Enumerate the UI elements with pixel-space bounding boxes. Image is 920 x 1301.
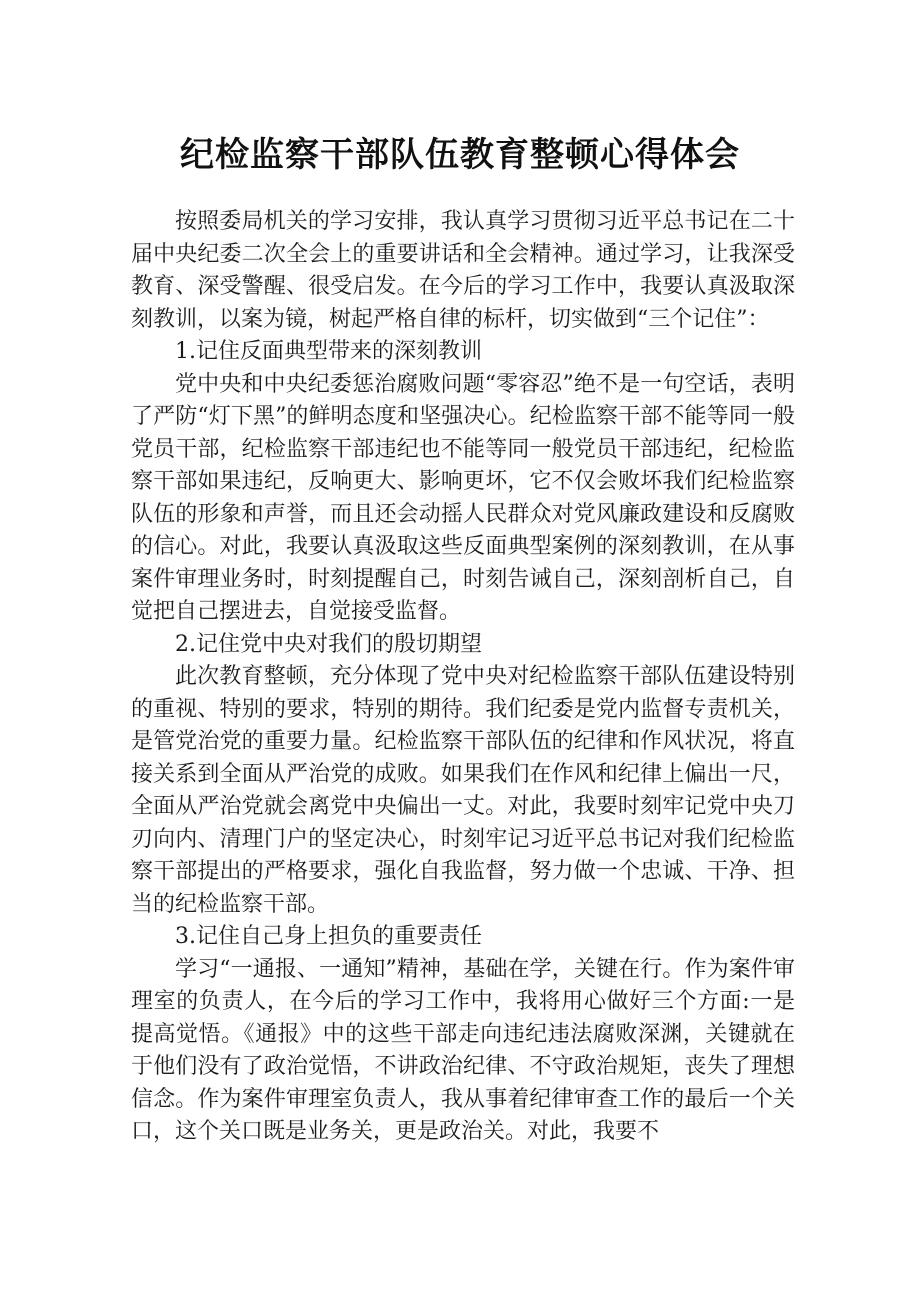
intro-paragraph: 按照委局机关的学习安排，我认真学习贯彻习近平总书记在二十届中央纪委二次全会上的重要讲话和全会精神。通过学习，让我深受教育、深受警醒、很受启发。在今后的学习工作中，我要认真汲取深刻教训，以案为镜，树起严格自律的标杆，切实做到“三个记住”：: [131, 209, 795, 332]
section-paragraph-2: 此次教育整顿，充分体现了党中央对纪检监察干部队伍建设特别的重视、特别的要求，特别的期待。我们纪委是党内监督专责机关，是管党治党的重要力量。纪检监察干部队伍的纪律和作风状况，将直接关系到全面从严治党的成败。如果我们在作风和纪律上偏出一尺，全面从严治党就会离党中央偏出一丈。对此，我要时刻牢记党中央刀刃向内、清理门户的坚定决心，时刻牢记习近平总书记对我们纪检监察干部提出的严格要求，强化自我监督，努力做一个忠诚、干净、担当的纪检监察干部。: [131, 664, 795, 917]
section-paragraph-3: 学习“一通报、一通知”精神，基础在学，关键在行。作为案件审理室的负责人，在今后的学习工作中，我将用心做好三个方面:一是提高觉悟。《通报》中的这些干部走向违纪违法腐败深渊，关键就在于他们没有了政治觉悟，不讲政治纪律、不守政治规矩，丧失了理想信念。作为案件审理室负责人，我从事着纪律审查工作的最后一个关口，这个关口既是业务关，更是政治关。对此，我要不: [131, 956, 795, 1144]
section-paragraph-1: 党中央和中央纪委惩治腐败问题“零容忍”绝不是一句空话，表明了严防“灯下黑”的鲜明态度和坚强决心。纪检监察干部不能等同一般党员干部，纪检监察干部违纪也不能等同一般党员干部违纪，纪检监察干部如果违纪，反响更大、影响更坏，它不仅会败坏我们纪检监察队伍的形象和声誉，而且还会动摇人民群众对党风廉政建设和反腐败的信心。对此，我要认真汲取这些反面典型案例的深刻教训，在从事案件审理业务时，时刻提醒自己，时刻告诫自己，深刻剖析自己，自觉把自己摆进去，自觉接受监督。: [131, 371, 795, 624]
section-heading-2: 2.记住党中央对我们的殷切期望: [175, 631, 482, 657]
section-heading-1: 1.记住反面典型带来的深刻教训: [175, 339, 482, 364]
document-title: 纪检监察干部队伍教育整顿心得体会: [180, 135, 740, 175]
section-heading-3: 3.记住自己身上担负的重要责任: [175, 924, 482, 949]
document-body: [131, 206, 795, 1149]
